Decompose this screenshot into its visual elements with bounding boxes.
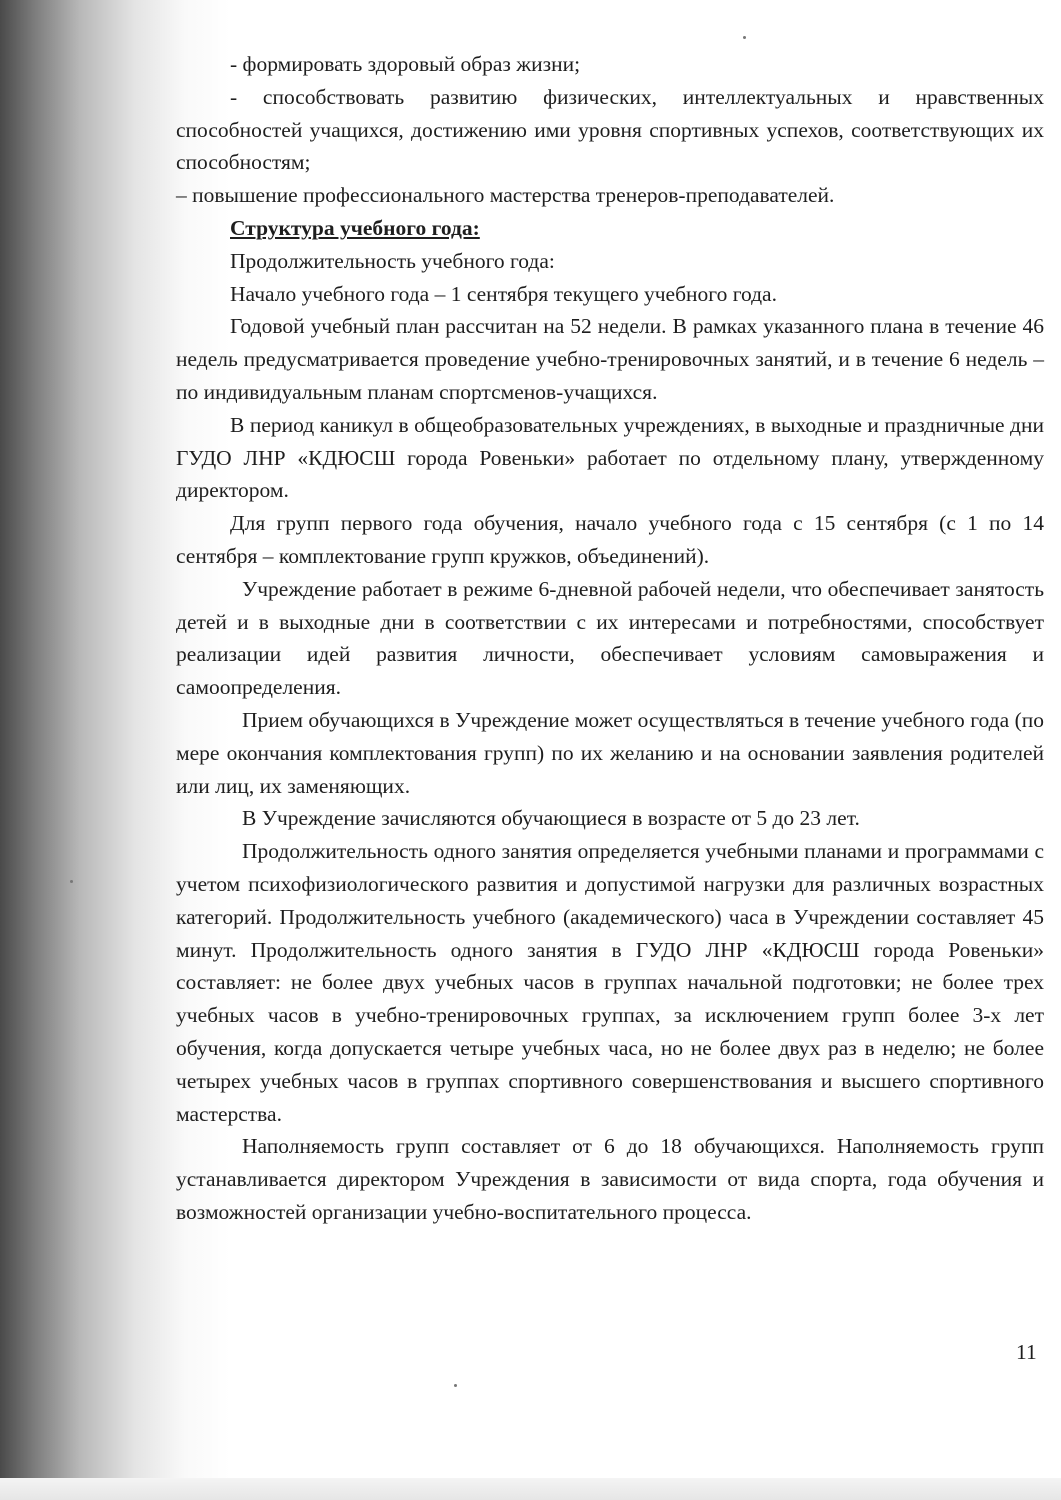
paragraph-age-range: В Учреждение зачисляются обучающиеся в возрасте от 5 до 23 лет. bbox=[242, 806, 860, 831]
paragraph-lesson-duration: Продолжительность одного занятия определяется учебными планами и программами с учетом психофизиологического развития и допустимой нагрузки для различных возрастных категорий. Продолжительность учебного (академического) часа в Учреждении составляет 45 минут. Продолжительность одного занятия в ГУДО ЛНР «КДЮСШ города Ровеньки» составляет: не более двух учебных часов в группах начальной подготовки; не более трех учебных часов в учебно-тренировочных группах, за исключением групп более 3-х лет обучения, когда допускается четыре учебных часа, но не более двух раз в неделю; не более четырех учебных часов в группах спортивного совершенствования и высшего спортивного мастерства. bbox=[176, 839, 1044, 1126]
paragraph-group-size: Наполняемость групп составляет от 6 до 18 обучающихся. Наполняемость групп устанавливается директором Учреждения в зависимости от вида спорта, года обучения и возможностей организации учебно-воспитательного процесса. bbox=[176, 1134, 1044, 1224]
paragraph-year-start: Начало учебного года – 1 сентября текущего учебного года. bbox=[230, 281, 777, 306]
paragraph-first-year-groups: Для групп первого года обучения, начало учебного года с 15 сентября (с 1 по 14 сентября – комплектование групп кружков, объединений). bbox=[176, 511, 1044, 568]
section-heading-text: Структура учебного года: bbox=[230, 215, 480, 240]
paragraph-admission: Прием обучающихся в Учреждение может осуществляться в течение учебного года (по мере окончания комплектования групп) по их желанию и на основании заявления родителей или лиц, их заменяющих. bbox=[176, 707, 1044, 798]
paragraph-holidays: В период каникул в общеобразовательных учреждениях, в выходные и праздничные дни ГУДО ЛНР «КДЮСШ города Ровеньки» работает по отдельному плану, утвержденному директором. bbox=[176, 412, 1044, 503]
goal-item-professional-skill: – повышение профессионального мастерства тренеров-преподавателей. bbox=[176, 183, 835, 208]
paragraph-six-day-week: Учреждение работает в режиме 6-дневной рабочей недели, что обеспечивает занятость детей и в выходные дни в соответствии с их интересами и потребностями, способствует реализации идей развития личности, обеспечивает условиям самовыражения и самоопределения. bbox=[176, 576, 1044, 700]
scan-speck bbox=[743, 36, 746, 39]
section-heading bbox=[176, 212, 1044, 245]
scan-bottom-edge bbox=[0, 1478, 1061, 1500]
page-number: 11 bbox=[1016, 1340, 1037, 1364]
paragraph-annual-plan: Годовой учебный план рассчитан на 52 недели. В рамках указанного плана в течение 46 недель предусматривается проведение учебно-тренировочных занятий, и в течение 6 недель – по индивидуальным планам спортсменов-учащихся. bbox=[176, 314, 1044, 404]
document-body bbox=[176, 48, 1044, 1229]
scan-speck bbox=[454, 1384, 457, 1387]
scan-speck bbox=[70, 880, 73, 883]
paragraph-year-duration: Продолжительность учебного года: bbox=[230, 248, 555, 273]
goal-item-development: - способствовать развитию физических, интеллектуальных и нравственных способностей учащихся, достижению ими уровня спортивных успехов, соответствующих их способностям; bbox=[176, 84, 1044, 175]
goal-item-healthy-lifestyle: - формировать здоровый образ жизни; bbox=[230, 52, 581, 76]
